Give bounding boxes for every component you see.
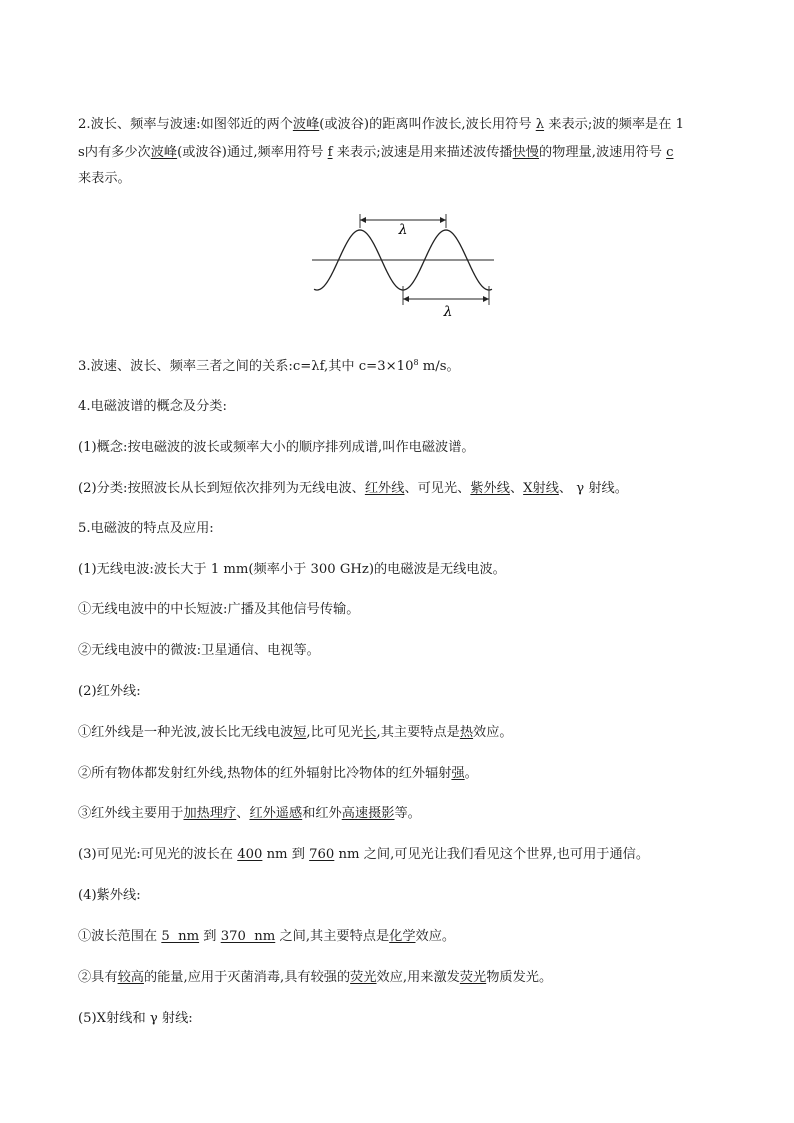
text: ①红外线是一种光波,波长比无线电波 xyxy=(78,725,294,740)
p2-line-1 xyxy=(78,116,684,133)
text: 、 xyxy=(509,481,524,496)
text: ①无线电波中的中长短波:广播及其他信号传输。 xyxy=(78,602,360,617)
text: 、 xyxy=(236,806,250,821)
answer-blank: 高速摄影 xyxy=(341,806,395,821)
p5-ir-3 xyxy=(78,805,421,822)
subsection-heading: (2)红外线: xyxy=(78,684,141,699)
text: m/s。 xyxy=(418,359,460,374)
text: 、 γ 射线。 xyxy=(558,481,628,496)
text: ①波长范围在 xyxy=(78,929,162,944)
text: (1)无线电波:波长大于 1 mm(频率小于 300 GHz)的电磁波是无线电波。 xyxy=(78,562,506,577)
answer-blank: 加热理疗 xyxy=(183,806,237,821)
text: 效应。 xyxy=(415,929,456,944)
text: 效应。 xyxy=(473,725,513,740)
p5-radio-1 xyxy=(78,601,359,618)
section-heading: 4.电磁波谱的概念及分类: xyxy=(78,399,227,414)
text: ②具有 xyxy=(78,970,118,985)
p5-uv-1 xyxy=(78,928,455,945)
text: 等。 xyxy=(394,806,421,821)
answer-blank: 红外遥感 xyxy=(249,806,303,821)
text: 、可见光、 xyxy=(404,481,471,496)
text: 物质发光。 xyxy=(486,970,553,985)
text: (或波谷)的距离叫作波长,波长用符号 xyxy=(319,117,536,132)
p5-radio-2 xyxy=(78,642,320,659)
answer-blank: 波峰 xyxy=(150,145,178,160)
p5-uv-title xyxy=(78,887,141,904)
text: ②无线电波中的微波:卫星通信、电视等。 xyxy=(78,643,320,658)
subsection-heading: (5)X射线和 γ 射线: xyxy=(78,1011,193,1026)
text: s内有多少次 xyxy=(78,145,151,160)
p5-radio xyxy=(78,561,506,578)
text: 的物理量,波速用符号 xyxy=(539,145,667,160)
p2-line-2 xyxy=(78,144,673,161)
text: 2.波长、频率与波速:如图邻近的两个 xyxy=(78,117,293,132)
answer-blank: 较高 xyxy=(117,970,144,985)
p4-concept xyxy=(78,439,475,456)
answer-blank: λ xyxy=(535,117,545,132)
p5-title xyxy=(78,520,214,537)
p5-ir-2 xyxy=(78,765,478,782)
answer-blank: 热 xyxy=(459,725,474,740)
text: 来表示;波速是用来描述波传播 xyxy=(332,145,513,160)
text: ,其主要特点是 xyxy=(376,725,460,740)
answer-blank: 快慢 xyxy=(512,145,539,160)
text: 和红外 xyxy=(302,806,342,821)
text: (1)概念:按电磁波的波长或频率大小的顺序排列成谱,叫作电磁波谱。 xyxy=(78,440,475,455)
text: 来表示。 xyxy=(78,171,131,186)
text: ③红外线主要用于 xyxy=(78,806,184,821)
wavelength-figure xyxy=(308,210,498,322)
text: 的能量,应用于灭菌消毒,具有较强的 xyxy=(143,970,351,985)
answer-blank: f xyxy=(327,145,333,160)
answer-blank: 370 nm xyxy=(220,929,276,944)
answer-blank: 5 nm xyxy=(161,929,200,944)
answer-blank: 长 xyxy=(363,725,377,740)
text: (或波谷)通过,频率用符号 xyxy=(177,145,328,160)
text: (3)可见光:可见光的波长在 xyxy=(78,847,238,862)
text: 。 xyxy=(464,766,478,781)
answer-blank: c xyxy=(666,145,674,160)
lambda-label-top: λ xyxy=(398,222,408,238)
text: 来表示;波的频率是在 1 xyxy=(544,117,684,132)
answer-blank: 760 xyxy=(309,847,335,862)
lambda-label-bottom: λ xyxy=(443,304,453,320)
p5-uv-2 xyxy=(78,969,552,986)
p5-ir-1 xyxy=(78,724,513,741)
section-heading: 5.电磁波的特点及应用: xyxy=(78,521,214,536)
text: ②所有物体都发射红外线,热物体的红外辐射比冷物体的红外辐射 xyxy=(78,766,452,781)
text: nm 到 xyxy=(262,847,310,862)
answer-blank: 荧光 xyxy=(459,970,487,985)
subsection-heading: (4)紫外线: xyxy=(78,888,141,903)
answer-blank: 化学 xyxy=(389,929,416,944)
answer-blank: 荧光 xyxy=(350,970,377,985)
p2-line-3 xyxy=(78,170,131,187)
p4-classification xyxy=(78,480,628,497)
text: 之间,其主要特点是 xyxy=(275,929,390,944)
text: 效应,用来激发 xyxy=(376,970,460,985)
text: 3.波速、波长、频率三者之间的关系:c=λf,其中 c=3×10 xyxy=(78,359,414,374)
text: (2)分类:按照波长从长到短依次排列为无线电波、 xyxy=(78,481,365,496)
p5-ir-title xyxy=(78,683,141,700)
answer-blank: 强 xyxy=(451,766,465,781)
answer-blank: 波峰 xyxy=(292,117,320,132)
p5-visible xyxy=(78,846,649,863)
p4-title xyxy=(78,398,227,415)
p5-xgamma-title xyxy=(78,1010,193,1027)
answer-blank: 红外线 xyxy=(364,481,405,496)
answer-blank: X射线 xyxy=(523,481,559,496)
p3-line xyxy=(78,358,460,375)
answer-blank: 短 xyxy=(293,725,307,740)
answer-blank: 400 xyxy=(237,847,263,862)
exponent: 8 xyxy=(413,358,419,367)
text: 到 xyxy=(199,929,221,944)
text: nm 之间,可见光让我们看见这个世界,也可用于通信。 xyxy=(334,847,650,862)
text: ,比可见光 xyxy=(306,725,364,740)
answer-blank: 紫外线 xyxy=(470,481,510,496)
